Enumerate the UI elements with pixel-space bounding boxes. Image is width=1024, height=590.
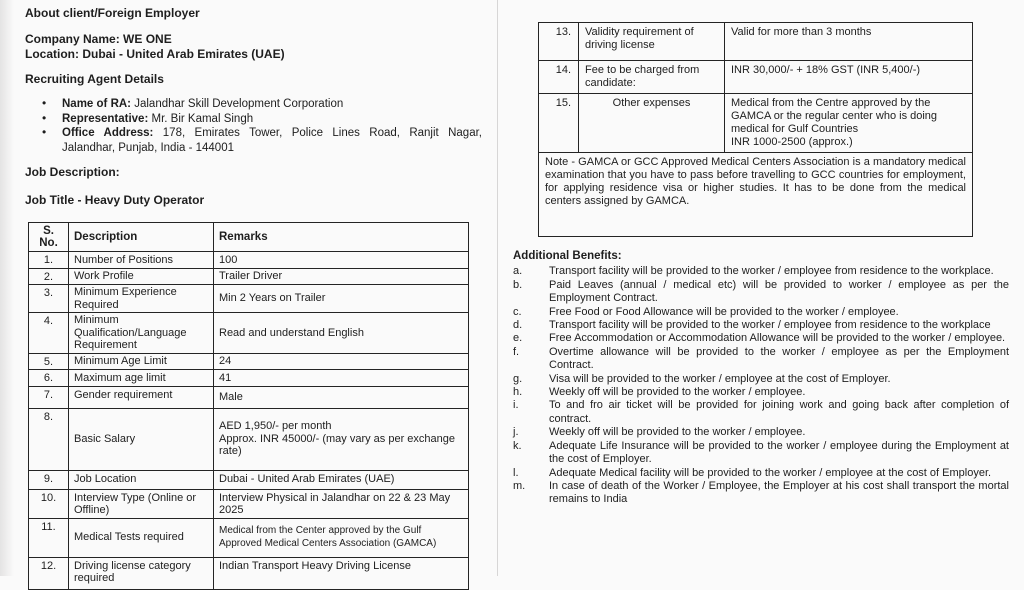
job-description-heading: Job Description: <box>25 165 120 179</box>
list-item <box>513 386 1009 399</box>
remarks-cell: 41 <box>214 370 469 387</box>
table-row <box>29 313 469 354</box>
office-address-value: 178, Emirates Tower, Police Lines Road, Ranjit Nagar, Jalandhar, Punjab, India - 144001 <box>62 127 482 154</box>
remarks-cell <box>725 94 973 153</box>
remarks-header: Remarks <box>214 223 469 252</box>
benefit-text: Transport facility will be provided to the worker / employee from residence to the workplace <box>549 319 991 332</box>
remarks-cell: 100 <box>214 252 469 269</box>
company-block <box>25 32 485 62</box>
benefit-letter: h. <box>513 386 523 399</box>
about-heading: About client/Foreign Employer <box>25 6 200 20</box>
table-header-row <box>29 223 469 252</box>
sno-cell: 8. <box>29 408 69 470</box>
list-item <box>42 96 482 112</box>
salary-line-1: AED 1,950/- per month <box>219 420 332 433</box>
benefit-text: Free Accommodation or Accommodation Allowance will be provided to the worker / employee. <box>549 332 1006 345</box>
description-cell: Maximum age limit <box>69 370 214 387</box>
location-value: Dubai - United Arab Emirates (UAE) <box>82 47 285 61</box>
remarks-cell: Trailer Driver <box>214 268 469 285</box>
recruiting-agent-heading: Recruiting Agent Details <box>25 72 164 86</box>
remarks-cell: Medical from the Center approved by the Gulf Approved Medical Centers Association (GAMCA) <box>214 518 469 557</box>
list-item <box>513 373 1009 386</box>
benefit-letter: d. <box>513 319 523 332</box>
remarks-cell: Male <box>214 386 469 408</box>
job-title: Job Title - Heavy Duty Operator <box>25 193 205 207</box>
bullet-icon: • <box>42 110 47 125</box>
sno-cell: 6. <box>29 370 69 387</box>
benefit-letter: i. <box>513 399 519 412</box>
table-row <box>29 557 469 589</box>
benefit-text: Adequate Life Insurance will be provided to the worker / employee during the Employment at the cost of Employer. <box>549 439 1009 466</box>
remarks-cell: Min 2 Years on Trailer <box>214 285 469 313</box>
benefit-text: In case of death of the Worker / Employee, the Employer at his cost shall transport the mortal remains to India <box>549 479 1009 506</box>
description-cell: Job Location <box>69 470 214 489</box>
sno-cell: 2. <box>29 268 69 285</box>
description-cell: Gender requirement <box>69 386 214 408</box>
benefit-letter: f. <box>513 345 520 358</box>
location-line <box>25 47 485 62</box>
company-line <box>25 32 485 47</box>
table-row <box>29 252 469 269</box>
benefit-letter: m. <box>513 479 526 492</box>
remarks-cell: INR 30,000/- + 18% GST (INR 5,400/-) <box>725 61 973 94</box>
additional-benefits-heading: Additional Benefits: <box>513 250 622 262</box>
list-item <box>513 440 1009 467</box>
description-cell: Interview Type (Online or Offline) <box>69 489 214 518</box>
list-item <box>513 279 1009 306</box>
representative-value: Mr. Bir Kamal Singh <box>151 112 254 125</box>
table-row <box>29 353 469 370</box>
benefit-letter: e. <box>513 332 523 345</box>
company-label: Company Name: <box>25 32 120 46</box>
list-item <box>513 426 1009 439</box>
description-cell: Validity requirement of driving license <box>579 23 725 61</box>
description-cell: Basic Salary <box>69 408 214 470</box>
description-cell: Minimum Experience Required <box>69 285 214 313</box>
description-cell: Minimum Age Limit <box>69 353 214 370</box>
list-item <box>513 467 1009 480</box>
list-item <box>513 480 1009 507</box>
benefit-text: Weekly off will be provided to the worker / employee. <box>549 386 806 399</box>
page-divider <box>497 0 498 576</box>
remarks-cell: Interview Physical in Jalandhar on 22 & 23 May 2025 <box>214 489 469 518</box>
sno-cell: 9. <box>29 470 69 489</box>
list-item <box>513 265 1009 278</box>
ra-name-value: Jalandhar Skill Development Corporation <box>134 98 344 110</box>
table-row <box>29 489 469 518</box>
salary-line-2: Approx. INR 45000/- (may vary as per exchange rate) <box>219 432 456 458</box>
table-row <box>29 518 469 557</box>
representative-label: Representative: <box>62 112 149 125</box>
additional-benefits-section <box>513 250 1009 507</box>
list-item <box>42 125 482 155</box>
benefit-text: Free Food or Food Allowance will be provided to the worker / employee. <box>549 305 899 318</box>
list-item <box>513 346 1009 373</box>
recruiting-agent-list <box>42 96 482 155</box>
table-row <box>29 370 469 387</box>
benefit-letter: l. <box>513 466 519 479</box>
table-row <box>29 268 469 285</box>
location-label: Location: <box>25 47 79 61</box>
sno-cell: 7. <box>29 386 69 408</box>
table-row <box>29 470 469 489</box>
benefit-letter: j. <box>513 426 519 439</box>
table-row <box>539 61 973 94</box>
sno-cell: 4. <box>29 313 69 354</box>
remarks-cell: 24 <box>214 353 469 370</box>
description-header: Description <box>69 223 214 252</box>
bullet-icon: • <box>42 125 47 139</box>
description-cell: Minimum Qualification/Language Requirement <box>69 313 214 354</box>
sno-cell: 15. <box>539 94 579 153</box>
table-row <box>539 23 973 61</box>
job-details-table <box>28 222 469 590</box>
description-cell: Medical Tests required <box>69 518 214 557</box>
list-item <box>513 319 1009 332</box>
sno-cell: 11. <box>29 518 69 557</box>
table-row <box>29 285 469 313</box>
page-edge-shade <box>0 0 14 576</box>
benefit-letter: c. <box>513 305 522 318</box>
ra-name-label: Name of RA: <box>62 98 132 110</box>
table-row <box>539 94 973 153</box>
gamca-note: Note - GAMCA or GCC Approved Medical Centers Association is a mandatory medical examination that you have to pass before travelling to GCC countries for employment, for applying residence visa or higher studies. It has to be done from the medical centers assigned by GAMCA. <box>539 153 973 237</box>
remarks-cell: Dubai - United Arab Emirates (UAE) <box>214 470 469 489</box>
benefit-letter: b. <box>513 278 523 291</box>
list-item <box>513 332 1009 345</box>
benefit-text: Adequate Medical facility will be provided to the worker / employee at the cost of Employer. <box>549 466 992 479</box>
sno-cell: 1. <box>29 252 69 269</box>
description-cell: Driving license category required <box>69 557 214 589</box>
sno-cell: 12. <box>29 557 69 589</box>
description-cell: Fee to be charged from candidate: <box>579 61 725 94</box>
sno-cell: 3. <box>29 285 69 313</box>
list-item <box>513 306 1009 319</box>
sno-cell: 14. <box>539 61 579 94</box>
other-expenses-line-1: Medical from the Centre approved by the GAMCA or the regular center who is doing medical for Gulf Countries <box>731 97 938 135</box>
remarks-cell <box>214 408 469 470</box>
table-row <box>29 386 469 408</box>
description-cell: Number of Positions <box>69 252 214 269</box>
list-item <box>513 399 1009 426</box>
description-cell: Other expenses <box>579 94 725 153</box>
benefit-text: To and fro air ticket will be provided for joining work and going back after completion of contract. <box>549 399 1009 425</box>
other-expenses-line-2: INR 1000-2500 (approx.) <box>731 136 853 148</box>
benefit-text: Transport facility will be provided to the worker / employee from residence to the workplace. <box>549 265 994 278</box>
list-item <box>42 110 482 127</box>
sno-cell: 5. <box>29 353 69 370</box>
bullet-icon: • <box>42 96 47 110</box>
benefit-letter: k. <box>513 439 522 452</box>
table-row <box>29 408 469 470</box>
office-address-label: Office Address: <box>62 127 154 139</box>
benefit-letter: g. <box>513 372 523 385</box>
benefit-text: Overtime allowance will be provided to the worker / employee as per the Employment Contract. <box>549 345 1009 372</box>
benefit-text: Weekly off will be provided to the worker / employee. <box>549 426 806 439</box>
benefit-letter: a. <box>513 265 523 278</box>
fees-table <box>538 22 973 237</box>
benefit-text: Visa will be provided to the worker / employee at the cost of Employer. <box>549 372 891 385</box>
description-cell: Work Profile <box>69 268 214 285</box>
table-note-row <box>539 153 973 237</box>
sno-header: S. No. <box>29 223 69 252</box>
company-value: WE ONE <box>123 32 172 46</box>
remarks-cell: Valid for more than 3 months <box>725 23 973 61</box>
sno-cell: 10. <box>29 489 69 518</box>
sno-cell: 13. <box>539 23 579 61</box>
remarks-cell: Read and understand English <box>214 313 469 354</box>
remarks-cell: Indian Transport Heavy Driving License <box>214 557 469 589</box>
benefit-text: Paid Leaves (annual / medical etc) will be provided to worker / employee as per the Employment Contract. <box>549 278 1009 305</box>
